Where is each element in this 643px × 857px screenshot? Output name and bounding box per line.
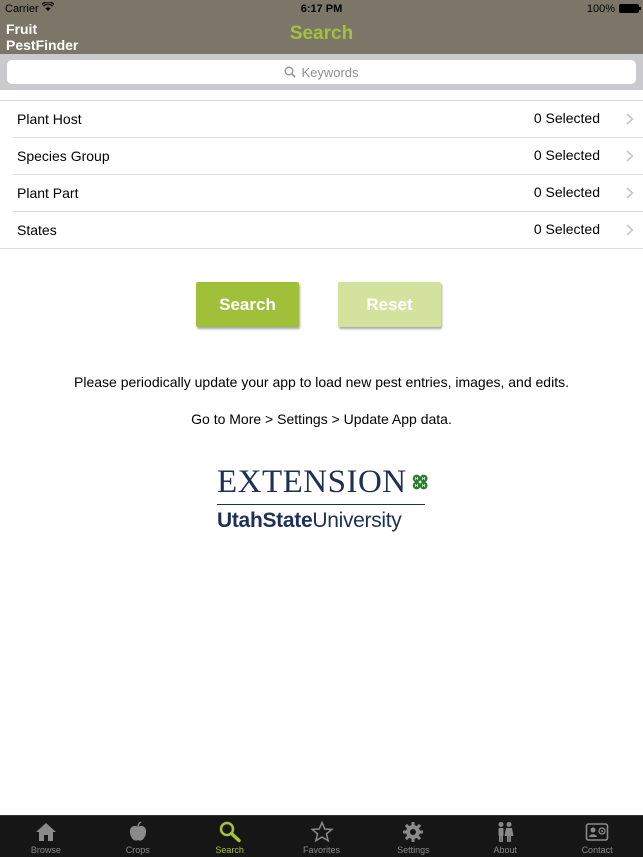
chevron-right-icon	[626, 150, 634, 162]
tab-label: Browse	[30, 845, 61, 855]
filter-value: 0 Selected	[533, 221, 600, 237]
logo-extension	[217, 464, 429, 500]
tab-crops[interactable]	[92, 816, 184, 857]
search-input[interactable]	[7, 60, 636, 84]
page-title: Search	[289, 23, 354, 44]
filter-label: Plant Host	[17, 111, 82, 127]
logo-extension-text: EXTENSION	[217, 464, 407, 500]
tab-browse[interactable]	[0, 816, 92, 857]
logo-divider	[217, 504, 425, 505]
tab-label: Contact	[581, 845, 613, 855]
filter-row-states[interactable]	[0, 212, 643, 249]
chevron-right-icon	[626, 187, 634, 199]
tab-label: Search	[215, 845, 244, 855]
people-icon	[493, 821, 517, 843]
logo-university-regular: University	[312, 509, 402, 532]
battery-icon	[619, 4, 639, 13]
search-bar-container	[0, 54, 643, 90]
tab-label: Favorites	[303, 845, 341, 855]
app-title-line2: PestFinder	[6, 37, 79, 53]
filter-value: 0 Selected	[533, 147, 600, 163]
search-placeholder: Keywords	[301, 64, 359, 80]
status-time: 6:17 PM	[300, 3, 343, 15]
filter-value: 0 Selected	[533, 110, 600, 126]
battery-percent: 100%	[586, 3, 615, 15]
tab-about[interactable]	[459, 816, 551, 857]
svg-text:H: H	[414, 475, 419, 481]
svg-text:H: H	[421, 482, 426, 488]
update-instructions: Go to More > Settings > Update App data.	[191, 411, 452, 427]
tab-favorites[interactable]	[276, 816, 368, 857]
extension-usu-logo	[217, 464, 429, 533]
tab-settings[interactable]	[367, 816, 459, 857]
contact-card-icon	[585, 821, 609, 843]
tab-search[interactable]	[184, 816, 276, 857]
tab-label: Crops	[125, 845, 150, 855]
search-icon	[284, 66, 296, 78]
tab-label: Settings	[397, 845, 430, 855]
gear-icon	[401, 821, 425, 843]
logo-university	[217, 509, 429, 533]
filter-row-plant-part[interactable]	[13, 175, 643, 212]
svg-text:H: H	[421, 475, 426, 481]
four-h-clover-icon	[411, 469, 429, 495]
filter-value: 0 Selected	[533, 184, 600, 200]
navigation-bar	[0, 18, 643, 54]
svg-text:H: H	[414, 482, 419, 488]
search-button[interactable]: Search	[196, 282, 299, 327]
chevron-right-icon	[626, 113, 634, 125]
tab-bar	[0, 815, 643, 857]
house-icon	[34, 821, 58, 843]
magnifier-icon	[218, 821, 242, 843]
status-bar	[0, 0, 643, 18]
reset-button[interactable]: Reset	[338, 282, 441, 327]
logo-university-bold: UtahState	[217, 509, 313, 532]
carrier-label: Carrier	[5, 3, 39, 15]
update-notice: Please periodically update your app to load new pest entries, images, and edits.	[74, 374, 569, 390]
chevron-right-icon	[626, 224, 634, 236]
star-icon	[310, 821, 334, 843]
filter-label: Plant Part	[17, 185, 79, 201]
filter-label: Species Group	[17, 148, 110, 164]
app-title-line1: Fruit	[6, 21, 38, 37]
tab-contact[interactable]	[551, 816, 643, 857]
tab-label: About	[493, 845, 517, 855]
apple-icon	[126, 821, 150, 843]
filter-row-species-group[interactable]	[13, 138, 643, 175]
filter-label: States	[17, 222, 57, 238]
filter-row-plant-host[interactable]	[13, 101, 643, 138]
filter-list	[0, 100, 643, 249]
